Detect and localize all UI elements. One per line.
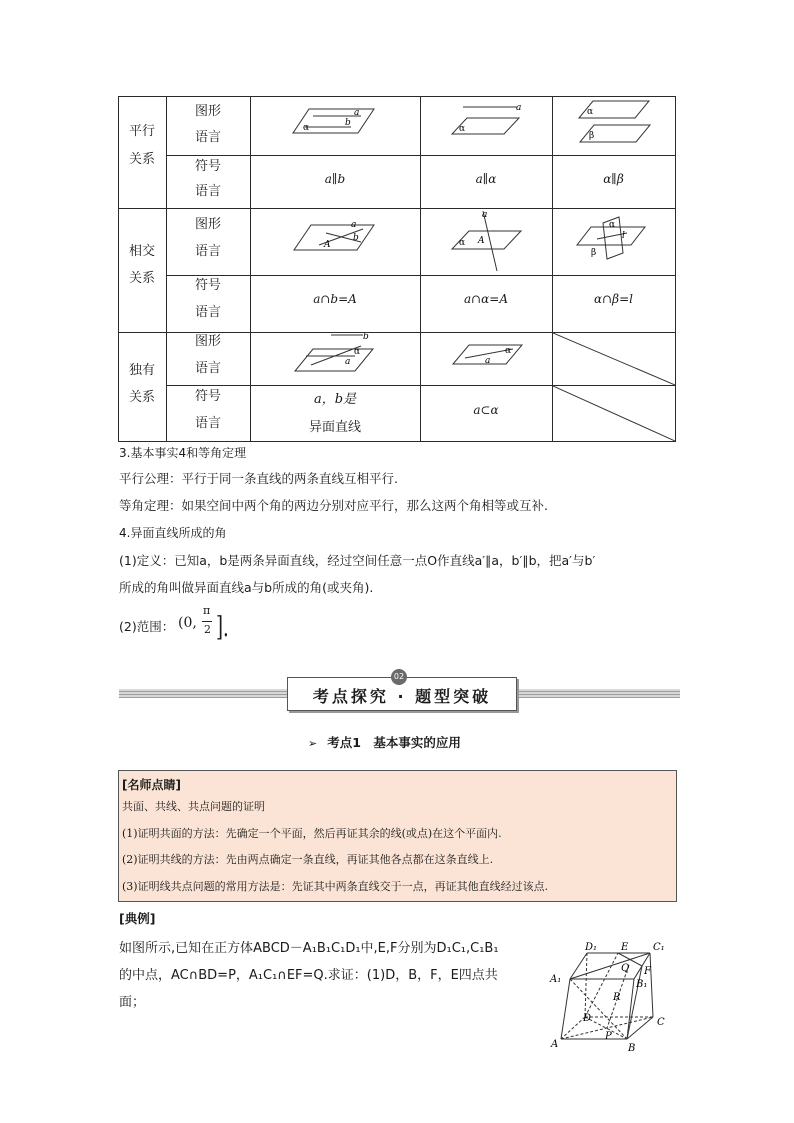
tip-heading: [名师点睛] bbox=[122, 778, 181, 792]
symbol-label-1: 符号 bbox=[194, 389, 221, 404]
empty-cell-diagonal-1 bbox=[553, 333, 675, 385]
cube-figure bbox=[545, 935, 680, 1055]
fig-label-A: A bbox=[478, 236, 485, 246]
example-heading: [典例] bbox=[119, 911, 156, 926]
symbol-label-1: 符号 bbox=[194, 278, 221, 293]
fig-label-beta: β bbox=[591, 248, 597, 258]
cube-label-C: C bbox=[657, 1017, 665, 1028]
tip-line: (3)证明线共点问题的常用方法是：先证其中两条直线交于一点，再证其他直线经过该点. bbox=[122, 880, 549, 893]
fig-label-alpha: α bbox=[587, 107, 594, 117]
definition-line-1: (1)定义：已知a，b是两条异面直线，经过空间任意一点O作直线a′∥a，b′∥b，把a′与b′ bbox=[119, 553, 596, 568]
equal-angle-theorem: 等角定理：如果空间中两个角的两边分别对应平行，那么这两个角相等或互补. bbox=[119, 498, 548, 513]
empty-cell-diagonal-2 bbox=[553, 386, 675, 441]
symbol-label-2: 语言 bbox=[194, 416, 221, 431]
section4-heading: 4.异面直线所成的角 bbox=[119, 526, 227, 540]
range-two: 2 bbox=[204, 623, 211, 636]
fig-label-a: a bbox=[516, 103, 522, 113]
figure-plane-parallel-plane bbox=[553, 97, 675, 155]
cube-label-D1: D₁ bbox=[585, 942, 598, 953]
range-label: (2)范围： bbox=[119, 619, 175, 634]
symbol-a-cap-alpha: a∩α=A bbox=[463, 292, 509, 306]
symbol-skew-line-2: 异面直线 bbox=[308, 420, 361, 435]
teacher-tip-box bbox=[118, 770, 677, 902]
range-pi: π bbox=[203, 604, 211, 617]
fig-label-a: a bbox=[354, 108, 360, 118]
figure-line-parallel-plane bbox=[421, 97, 552, 155]
fig-label-b: b bbox=[353, 233, 359, 243]
range-open: (0, bbox=[178, 615, 197, 631]
figure-line-parallel-line bbox=[251, 97, 419, 155]
fig-label-b: b bbox=[363, 333, 369, 342]
figure-line-intersect-plane bbox=[421, 209, 552, 275]
fig-label-a: a bbox=[482, 210, 488, 220]
symbol-label-1: 符号 bbox=[194, 159, 221, 174]
figure-label-2: 语言 bbox=[194, 244, 221, 259]
arrow-icon: ➢ bbox=[308, 737, 318, 750]
fig-label-a: a bbox=[351, 220, 357, 230]
symbol-alpha-cap-beta: α∩β=l bbox=[594, 292, 633, 306]
definition-line-2: 所成的角叫做异面直线a与b所成的角(或夹角). bbox=[119, 580, 374, 595]
fig-label-alpha: α bbox=[505, 346, 512, 356]
cube-label-P: P bbox=[605, 1031, 612, 1042]
example-line-2: 的中点，AC∩BD=P，A₁C₁∩EF=Q.求证：(1)D，B，F，E四点共 bbox=[119, 968, 498, 983]
fig-label-A: A bbox=[324, 240, 331, 250]
tip-line: 共面、共线、共点问题的证明 bbox=[122, 800, 265, 813]
symbol-a-cap-b: a∩b=A bbox=[313, 292, 357, 306]
figure-skew-lines bbox=[251, 333, 419, 385]
fig-label-l: l bbox=[622, 231, 625, 241]
symbol-label-2: 语言 bbox=[194, 184, 221, 199]
fig-label-alpha: α bbox=[303, 123, 310, 133]
cube-label-E: E bbox=[621, 942, 629, 953]
example-line-1: 如图所示,已知在正方体ABCD－A₁B₁C₁D₁中,E,F分别为D₁C₁,C₁B₁ bbox=[119, 941, 499, 956]
cube-label-A1: A₁ bbox=[550, 974, 562, 985]
cube-label-Q: Q bbox=[621, 963, 630, 974]
figure-label-2: 语言 bbox=[194, 130, 221, 145]
cube-label-B1: B₁ bbox=[636, 979, 648, 990]
symbol-alpha-parallel-beta: α∥β bbox=[603, 172, 624, 186]
cube-label-R: R bbox=[613, 992, 621, 1003]
section3-heading: 3.基本事实4和等角定理 bbox=[119, 446, 247, 460]
fig-label-alpha: α bbox=[459, 238, 466, 248]
cube-label-A: A bbox=[551, 1039, 559, 1050]
group-label-skew-2: 关系 bbox=[128, 390, 155, 405]
group-label-intersect-1: 相交 bbox=[128, 244, 155, 259]
cube-label-F: F bbox=[644, 966, 651, 977]
symbol-a-parallel-alpha: a∥α bbox=[475, 172, 497, 186]
cube-label-D: D bbox=[583, 1013, 592, 1024]
fig-label-a: a bbox=[345, 357, 351, 367]
example-line-3: 面； bbox=[119, 995, 146, 1010]
group-label-skew-1: 独有 bbox=[128, 363, 155, 378]
symbol-a-subset-alpha: a⊂α bbox=[473, 403, 499, 417]
banner-title: 考点探究 · 题型突破 bbox=[312, 687, 492, 706]
figure-label-2: 语言 bbox=[194, 361, 221, 376]
figure-label-1: 图形 bbox=[194, 334, 221, 349]
tip-line: (1)证明共面的方法：先确定一个平面，然后再证其余的线(或点)在这个平面内. bbox=[122, 827, 502, 840]
fig-label-beta: β bbox=[589, 131, 595, 141]
cube-label-C1: C₁ bbox=[653, 942, 665, 953]
topic-heading bbox=[308, 733, 461, 751]
fig-label-alpha: α bbox=[609, 220, 616, 230]
symbol-a-parallel-b: a∥b bbox=[324, 172, 346, 186]
fig-label-a: a bbox=[485, 356, 491, 366]
figure-lines-intersect bbox=[251, 209, 419, 275]
figure-label-1: 图形 bbox=[194, 217, 221, 232]
banner-rule-left bbox=[119, 689, 287, 698]
parallel-axiom: 平行公理：平行于同一条直线的两条直线互相平行. bbox=[119, 471, 398, 486]
figure-line-in-plane bbox=[421, 333, 552, 385]
fig-label-alpha: α bbox=[354, 347, 361, 357]
banner-number-badge: 02 bbox=[391, 669, 407, 685]
tip-line: (2)证明共线的方法：先由两点确定一条直线，再证其他各点都在这条直线上. bbox=[122, 853, 494, 866]
group-label-parallel-2: 关系 bbox=[128, 152, 155, 167]
cube-label-B: B bbox=[628, 1043, 636, 1054]
topic-title: 考点1 基本事实的应用 bbox=[327, 735, 461, 750]
range-fraction-bar bbox=[202, 621, 212, 622]
fig-label-b: b bbox=[345, 118, 351, 128]
figure-planes-intersect bbox=[553, 209, 675, 275]
banner-rule-right bbox=[517, 689, 680, 698]
group-label-parallel-1: 平行 bbox=[128, 124, 155, 139]
range-close: ]. bbox=[216, 612, 229, 644]
figure-label-1: 图形 bbox=[194, 104, 221, 119]
group-label-intersect-2: 关系 bbox=[128, 271, 155, 286]
symbol-skew-line-1: a，b是 bbox=[313, 392, 357, 407]
symbol-label-2: 语言 bbox=[194, 305, 221, 320]
fig-label-alpha: α bbox=[459, 124, 466, 134]
